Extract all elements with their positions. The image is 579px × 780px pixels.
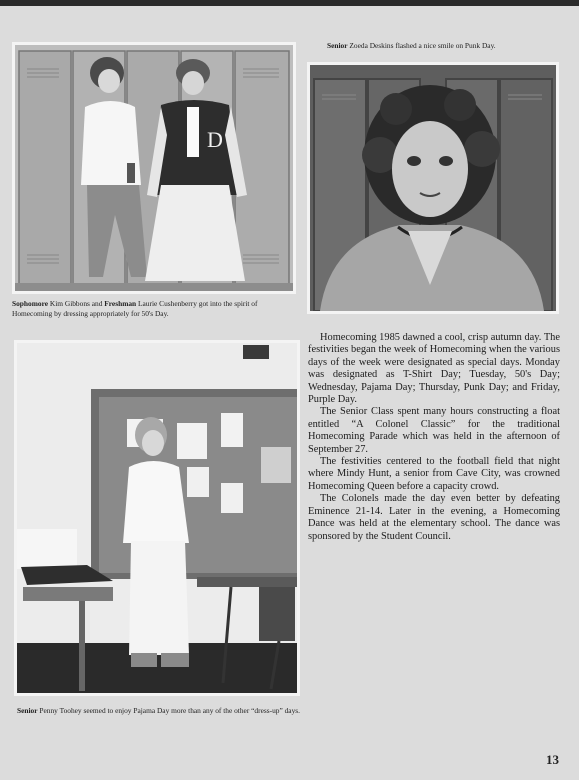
caption-grade-senior: Senior — [327, 41, 348, 50]
article-paragraph: The festivities centered to the football field that night where Mindy Hunt, a senior from Cave City, was crowned Homecoming Queen before a capacity crowd. — [308, 456, 560, 492]
caption-text-1: Kim Gibbons and — [48, 299, 105, 308]
caption-grade-sophomore: Sophomore — [12, 299, 49, 308]
page-number: 13 — [546, 752, 559, 767]
caption-text-2: Laurie Cushenberry got into the spirit of Homecoming by dressing appropriately for 50's Day. — [12, 299, 258, 318]
punk-day-image — [310, 65, 556, 311]
article-paragraph: The Senior Class spent many hours constructing a float entitled “A Colonel Classic” for the traditional Homecoming Parade which was held in the afternoon of September 27. — [308, 406, 560, 455]
article-paragraph: Homecoming 1985 dawned a cool, crisp autumn day. The festivities began the week of Homecoming when the various days of the week were designated as special days. Monday was designated as T-Shirt Day; Tuesday, 50's Day; Wednesday, Pajama Day; Thursday, Punk Day; and Friday, Purple Day. — [308, 332, 560, 406]
svg-text:D: D — [207, 127, 223, 152]
caption-pajama-day — [17, 706, 307, 716]
pajama-day-image — [17, 343, 297, 693]
caption-grade-freshman: Freshman — [104, 299, 137, 308]
photo-fifties-day — [12, 42, 296, 294]
caption-fifties-day — [12, 299, 298, 319]
photo-pajama-day — [14, 340, 300, 696]
photo-punk-day — [307, 62, 559, 314]
caption-punk-day — [327, 41, 567, 51]
caption-grade-senior: Senior — [17, 706, 38, 715]
article-body — [308, 332, 560, 543]
caption-text: Zoeda Deskins flashed a nice smile on Punk Day. — [347, 41, 496, 50]
article-paragraph: The Colonels made the day even better by defeating Eminence 21-14. Later in the evening, a Homecoming Dance was held at the elementary school. The dance was sponsored by the Student Council. — [308, 493, 560, 542]
caption-text: Penny Toohey seemed to enjoy Pajama Day more than any of the other “dress-up” days. — [37, 706, 300, 715]
page-top-edge — [0, 0, 579, 6]
fifties-day-image — [15, 45, 293, 291]
